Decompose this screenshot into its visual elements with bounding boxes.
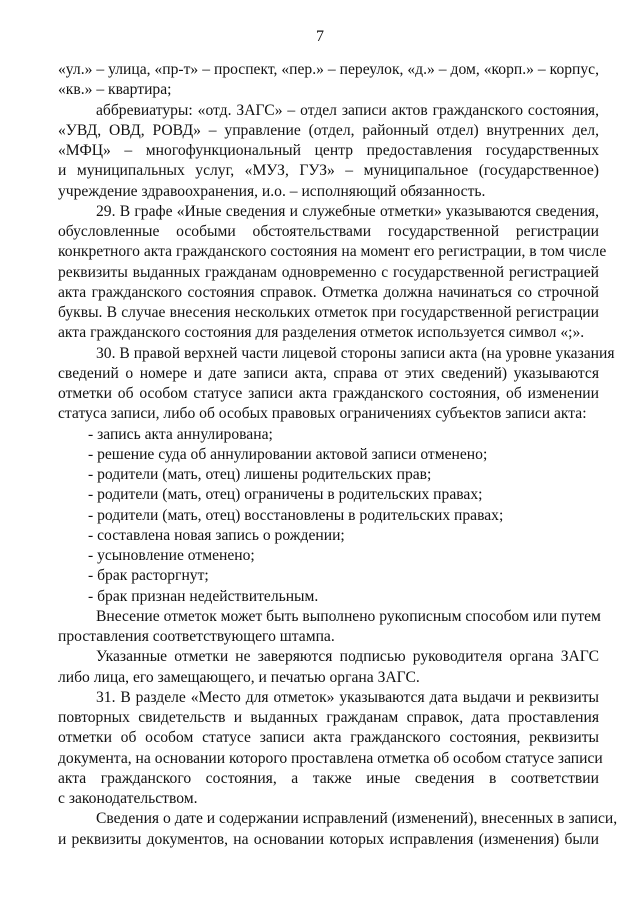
list-item xyxy=(58,526,599,546)
text-line: обусловленные особыми обстоятельствами государственной регистрации xyxy=(58,223,599,240)
list-item xyxy=(58,546,599,566)
text-line: 31. В разделе «Место для отметок» указываются дата выдачи и реквизиты xyxy=(96,688,599,706)
text-line: 30. В правой верхней части лицевой стороны записи акта (на уровне указания xyxy=(96,344,615,362)
text-line: акта гражданского состояния справок. Отметка должна начинаться со строчной xyxy=(58,283,599,301)
text-line: сведений о номере и дате записи акта, справа от этих сведений) указываются xyxy=(58,364,599,382)
text-line: Сведения о дате и содержании исправлений (изменений), внесенных в записи, xyxy=(96,810,618,828)
text-line: - запись акта аннулирована; xyxy=(88,425,273,443)
list-item xyxy=(58,587,599,607)
paragraph xyxy=(58,60,599,101)
text-line: «ул.» – улица, «пр-т» – проспект, «пер.» – переулок, «д.» – дом, «корп.» – корпус, xyxy=(58,61,599,78)
text-line: Указанные отметки не заверяются подписью руководителя органа ЗАГС xyxy=(96,648,599,666)
text-line: - родители (мать, отец) лишены родительских прав; xyxy=(88,466,432,483)
paragraph xyxy=(58,344,615,425)
document-body xyxy=(58,60,618,850)
text-line: проставления соответствующего штампа. xyxy=(58,628,335,645)
paragraph xyxy=(58,101,599,202)
page-number: 7 xyxy=(316,28,324,45)
text-line: - усыновление отменено; xyxy=(88,547,255,564)
list-item xyxy=(58,425,599,445)
text-line: «кв.» – квартира; xyxy=(58,81,172,99)
text-line: статуса записи, либо об особых правовых ограничениях субъектов записи акта: xyxy=(58,405,587,423)
text-line: учреждение здравоохранения, и.о. – исполняющий обязанность. xyxy=(58,182,486,200)
text-line: 29. В графе «Иные сведения и служебные отметки» указываются сведения, xyxy=(96,202,599,220)
list-item xyxy=(58,465,599,485)
text-line: отметки об особом статусе записи акта гражданского состояния, об изменении xyxy=(58,385,599,402)
text-line: документа, на основании которого проставлена отметка об особом статусе записи xyxy=(58,749,603,767)
paragraph xyxy=(58,688,603,810)
text-line: и реквизиты документов, на основании которых исправления (изменения) были xyxy=(58,830,599,848)
text-line: - родители (мать, отец) восстановлены в родительских правах; xyxy=(88,506,504,524)
paragraph xyxy=(58,809,618,850)
text-line: - брак расторгнут; xyxy=(88,567,209,585)
list-item xyxy=(58,566,599,586)
text-line: акта гражданского состояния, а также иные сведения в соответствии xyxy=(58,769,599,787)
text-line: «УВД, ОВД, РОВД» – управление (отдел, районный отдел) внутренних дел, xyxy=(58,121,599,139)
paragraph xyxy=(58,202,607,344)
paragraph xyxy=(58,647,599,688)
text-line: с законодательством. xyxy=(58,790,198,807)
text-line: буквы. В случае внесения нескольких отметок при государственной регистрации xyxy=(58,304,599,321)
text-line: аббревиатуры: «отд. ЗАГС» – отдел записи актов гражданского состояния, xyxy=(96,101,599,119)
text-line: либо лица, его замещающего, и печатью органа ЗАГС. xyxy=(58,668,420,686)
list-item xyxy=(58,485,599,505)
text-line: конкретного акта гражданского состояния на момент его регистрации, в том числе xyxy=(58,243,607,261)
list-item xyxy=(58,445,599,465)
text-line: «МФЦ» – многофункциональный центр предоставления государственных xyxy=(58,142,599,159)
list-item xyxy=(58,506,599,526)
text-line: - брак признан недействительным. xyxy=(88,587,319,605)
paragraph xyxy=(58,607,599,648)
text-line: повторных свидетельств и выданных гражданам справок, дата проставления xyxy=(58,709,599,726)
text-line: реквизиты выданных гражданам одновременно с государственной регистрацией xyxy=(58,263,599,281)
text-line: - составлена новая запись о рождении; xyxy=(88,526,345,544)
text-line: Внесение отметок может быть выполнено рукописным способом или путем xyxy=(96,607,601,625)
text-line: отметки об особом статусе записи акта гражданского состояния, реквизиты xyxy=(58,729,599,747)
text-line: - решение суда об аннулировании актовой записи отменено; xyxy=(88,445,488,463)
text-line: - родители (мать, отец) ограничены в родительских правах; xyxy=(88,486,483,504)
text-line: акта гражданского состояния для разделения отметок используется символ «;». xyxy=(58,324,585,342)
text-line: и муниципальных услуг, «МУЗ, ГУЗ» – муниципальное (государственное) xyxy=(58,162,599,180)
